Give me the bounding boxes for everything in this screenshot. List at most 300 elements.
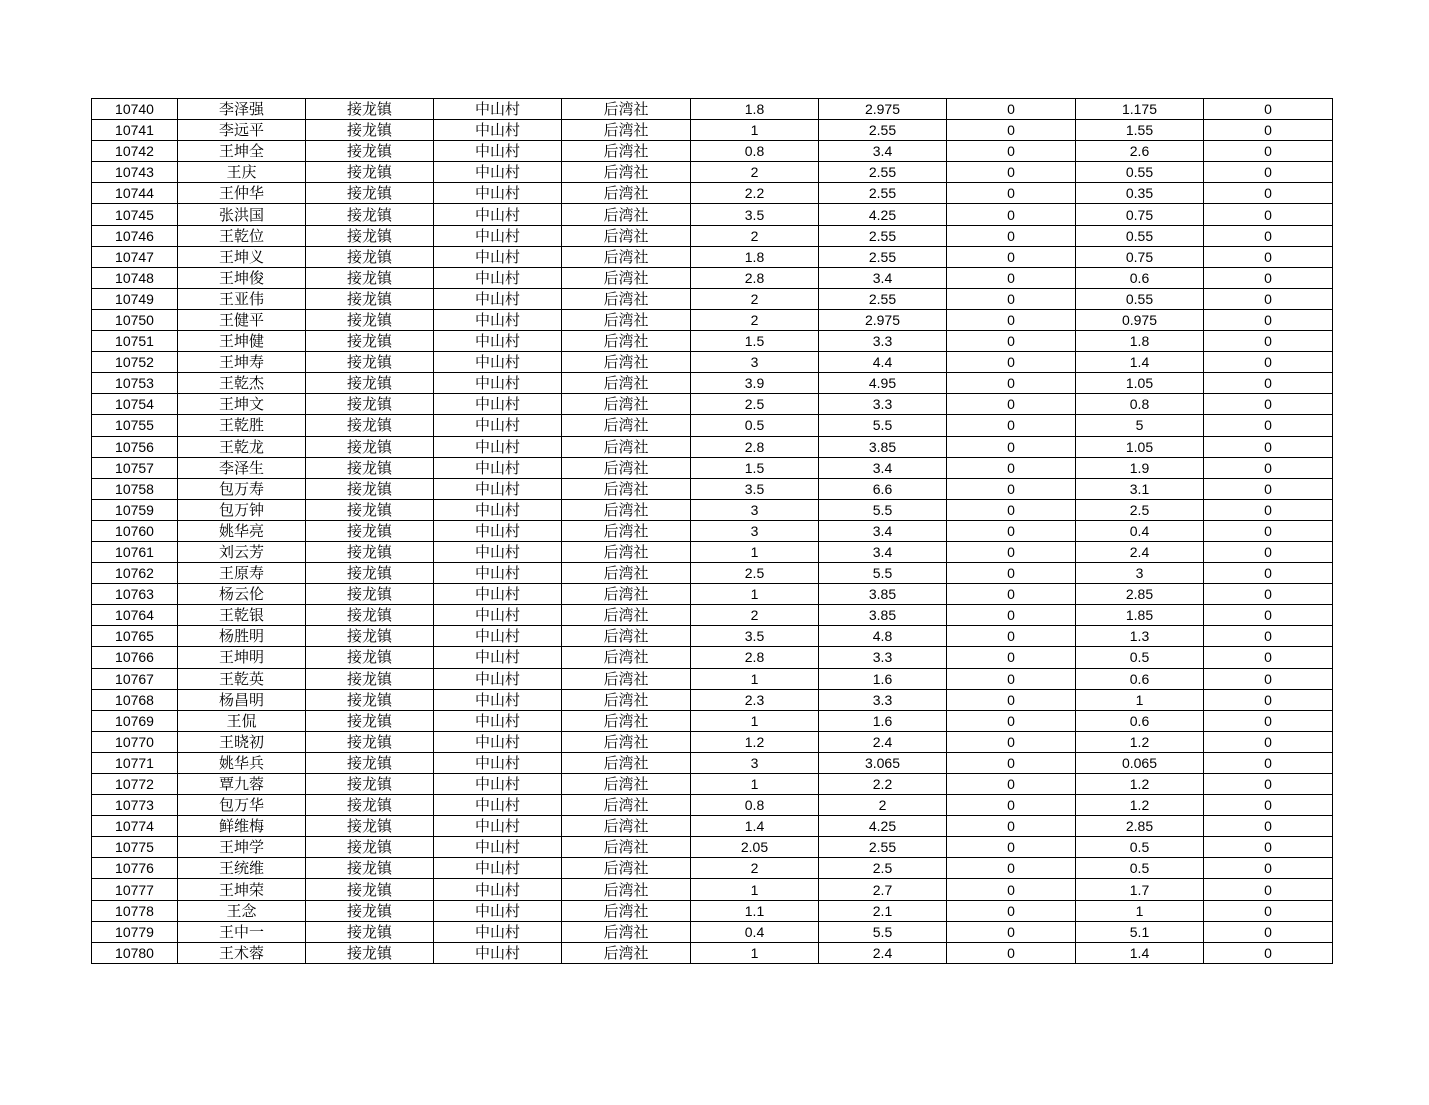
group-cell: 后湾社 xyxy=(562,288,691,309)
value-a-cell: 2.5 xyxy=(691,394,819,415)
value-b-cell: 4.8 xyxy=(819,626,947,647)
village-cell: 中山村 xyxy=(434,563,562,584)
town-cell: 接龙镇 xyxy=(306,204,434,225)
table-row xyxy=(92,689,1333,710)
group-cell: 后湾社 xyxy=(562,99,691,120)
table-row xyxy=(92,752,1333,773)
table-row xyxy=(92,436,1333,457)
value-e-cell: 0 xyxy=(1204,710,1333,731)
value-e-cell: 0 xyxy=(1204,267,1333,288)
value-a-cell: 3 xyxy=(691,752,819,773)
value-c-cell: 0 xyxy=(947,647,1076,668)
town-cell: 接龙镇 xyxy=(306,774,434,795)
value-b-cell: 2.55 xyxy=(819,288,947,309)
id-cell: 10771 xyxy=(92,752,178,773)
village-cell: 中山村 xyxy=(434,520,562,541)
value-c-cell: 0 xyxy=(947,584,1076,605)
group-cell: 后湾社 xyxy=(562,710,691,731)
value-d-cell: 1.4 xyxy=(1076,352,1204,373)
table-row xyxy=(92,120,1333,141)
table-row xyxy=(92,415,1333,436)
group-cell: 后湾社 xyxy=(562,647,691,668)
town-cell: 接龙镇 xyxy=(306,120,434,141)
table-row xyxy=(92,246,1333,267)
id-cell: 10740 xyxy=(92,99,178,120)
table-row xyxy=(92,584,1333,605)
value-c-cell: 0 xyxy=(947,668,1076,689)
table-row xyxy=(92,204,1333,225)
id-cell: 10766 xyxy=(92,647,178,668)
table-row xyxy=(92,942,1333,963)
value-a-cell: 1 xyxy=(691,710,819,731)
value-d-cell: 2.85 xyxy=(1076,584,1204,605)
value-c-cell: 0 xyxy=(947,605,1076,626)
village-cell: 中山村 xyxy=(434,267,562,288)
id-cell: 10747 xyxy=(92,246,178,267)
name-cell: 王乾胜 xyxy=(178,415,306,436)
id-cell: 10742 xyxy=(92,141,178,162)
value-a-cell: 0.8 xyxy=(691,795,819,816)
value-a-cell: 3.5 xyxy=(691,626,819,647)
value-a-cell: 3 xyxy=(691,352,819,373)
village-cell: 中山村 xyxy=(434,837,562,858)
value-d-cell: 1.3 xyxy=(1076,626,1204,647)
value-b-cell: 3.4 xyxy=(819,457,947,478)
value-e-cell: 0 xyxy=(1204,246,1333,267)
value-c-cell: 0 xyxy=(947,331,1076,352)
value-d-cell: 1.4 xyxy=(1076,942,1204,963)
village-cell: 中山村 xyxy=(434,120,562,141)
group-cell: 后湾社 xyxy=(562,436,691,457)
group-cell: 后湾社 xyxy=(562,141,691,162)
town-cell: 接龙镇 xyxy=(306,499,434,520)
value-b-cell: 2.55 xyxy=(819,837,947,858)
value-d-cell: 0.55 xyxy=(1076,225,1204,246)
name-cell: 杨昌明 xyxy=(178,689,306,710)
name-cell: 王坤明 xyxy=(178,647,306,668)
name-cell: 王中一 xyxy=(178,921,306,942)
name-cell: 包万寿 xyxy=(178,478,306,499)
id-cell: 10765 xyxy=(92,626,178,647)
value-d-cell: 5 xyxy=(1076,415,1204,436)
name-cell: 王乾位 xyxy=(178,225,306,246)
value-e-cell: 0 xyxy=(1204,478,1333,499)
group-cell: 后湾社 xyxy=(562,774,691,795)
village-cell: 中山村 xyxy=(434,352,562,373)
value-d-cell: 0.55 xyxy=(1076,162,1204,183)
town-cell: 接龙镇 xyxy=(306,394,434,415)
group-cell: 后湾社 xyxy=(562,267,691,288)
value-c-cell: 0 xyxy=(947,520,1076,541)
id-cell: 10752 xyxy=(92,352,178,373)
value-b-cell: 4.95 xyxy=(819,373,947,394)
village-cell: 中山村 xyxy=(434,373,562,394)
value-a-cell: 1 xyxy=(691,879,819,900)
town-cell: 接龙镇 xyxy=(306,563,434,584)
name-cell: 包万钟 xyxy=(178,499,306,520)
value-c-cell: 0 xyxy=(947,626,1076,647)
table-row xyxy=(92,331,1333,352)
value-b-cell: 2.55 xyxy=(819,183,947,204)
group-cell: 后湾社 xyxy=(562,225,691,246)
town-cell: 接龙镇 xyxy=(306,331,434,352)
table-body xyxy=(92,99,1333,964)
id-cell: 10745 xyxy=(92,204,178,225)
value-c-cell: 0 xyxy=(947,352,1076,373)
id-cell: 10778 xyxy=(92,900,178,921)
value-e-cell: 0 xyxy=(1204,795,1333,816)
table-row xyxy=(92,394,1333,415)
town-cell: 接龙镇 xyxy=(306,879,434,900)
value-a-cell: 1 xyxy=(691,668,819,689)
value-b-cell: 2.55 xyxy=(819,225,947,246)
value-b-cell: 4.25 xyxy=(819,204,947,225)
value-c-cell: 0 xyxy=(947,162,1076,183)
id-cell: 10777 xyxy=(92,879,178,900)
name-cell: 王乾杰 xyxy=(178,373,306,394)
table-row xyxy=(92,795,1333,816)
value-a-cell: 0.4 xyxy=(691,921,819,942)
value-e-cell: 0 xyxy=(1204,204,1333,225)
table-row xyxy=(92,309,1333,330)
value-c-cell: 0 xyxy=(947,415,1076,436)
id-cell: 10756 xyxy=(92,436,178,457)
value-c-cell: 0 xyxy=(947,879,1076,900)
group-cell: 后湾社 xyxy=(562,478,691,499)
town-cell: 接龙镇 xyxy=(306,942,434,963)
value-c-cell: 0 xyxy=(947,942,1076,963)
table-row xyxy=(92,162,1333,183)
value-d-cell: 0.6 xyxy=(1076,267,1204,288)
value-c-cell: 0 xyxy=(947,478,1076,499)
name-cell: 王坤文 xyxy=(178,394,306,415)
value-b-cell: 2.55 xyxy=(819,120,947,141)
value-c-cell: 0 xyxy=(947,457,1076,478)
village-cell: 中山村 xyxy=(434,605,562,626)
village-cell: 中山村 xyxy=(434,584,562,605)
town-cell: 接龙镇 xyxy=(306,415,434,436)
village-cell: 中山村 xyxy=(434,900,562,921)
town-cell: 接龙镇 xyxy=(306,162,434,183)
town-cell: 接龙镇 xyxy=(306,309,434,330)
value-b-cell: 3.85 xyxy=(819,605,947,626)
name-cell: 鲜维梅 xyxy=(178,816,306,837)
id-cell: 10764 xyxy=(92,605,178,626)
value-b-cell: 2.55 xyxy=(819,162,947,183)
value-c-cell: 0 xyxy=(947,689,1076,710)
value-a-cell: 3.5 xyxy=(691,204,819,225)
id-cell: 10758 xyxy=(92,478,178,499)
value-b-cell: 3.4 xyxy=(819,541,947,562)
value-c-cell: 0 xyxy=(947,246,1076,267)
village-cell: 中山村 xyxy=(434,921,562,942)
value-c-cell: 0 xyxy=(947,900,1076,921)
value-d-cell: 1.2 xyxy=(1076,731,1204,752)
town-cell: 接龙镇 xyxy=(306,710,434,731)
name-cell: 王坤全 xyxy=(178,141,306,162)
table-row xyxy=(92,710,1333,731)
town-cell: 接龙镇 xyxy=(306,921,434,942)
value-e-cell: 0 xyxy=(1204,457,1333,478)
value-b-cell: 2.5 xyxy=(819,858,947,879)
value-b-cell: 2.1 xyxy=(819,900,947,921)
name-cell: 王亚伟 xyxy=(178,288,306,309)
name-cell: 王晓初 xyxy=(178,731,306,752)
town-cell: 接龙镇 xyxy=(306,668,434,689)
value-e-cell: 0 xyxy=(1204,120,1333,141)
village-cell: 中山村 xyxy=(434,99,562,120)
data-table xyxy=(91,98,1333,964)
village-cell: 中山村 xyxy=(434,309,562,330)
id-cell: 10748 xyxy=(92,267,178,288)
value-e-cell: 0 xyxy=(1204,731,1333,752)
value-e-cell: 0 xyxy=(1204,352,1333,373)
town-cell: 接龙镇 xyxy=(306,183,434,204)
value-a-cell: 3 xyxy=(691,499,819,520)
value-e-cell: 0 xyxy=(1204,415,1333,436)
value-e-cell: 0 xyxy=(1204,162,1333,183)
table-row xyxy=(92,668,1333,689)
group-cell: 后湾社 xyxy=(562,795,691,816)
value-a-cell: 2 xyxy=(691,288,819,309)
name-cell: 王原寿 xyxy=(178,563,306,584)
value-e-cell: 0 xyxy=(1204,499,1333,520)
id-cell: 10749 xyxy=(92,288,178,309)
town-cell: 接龙镇 xyxy=(306,99,434,120)
village-cell: 中山村 xyxy=(434,457,562,478)
value-b-cell: 3.3 xyxy=(819,689,947,710)
town-cell: 接龙镇 xyxy=(306,584,434,605)
group-cell: 后湾社 xyxy=(562,394,691,415)
village-cell: 中山村 xyxy=(434,668,562,689)
value-a-cell: 2.2 xyxy=(691,183,819,204)
value-d-cell: 2.4 xyxy=(1076,541,1204,562)
value-a-cell: 2 xyxy=(691,605,819,626)
id-cell: 10772 xyxy=(92,774,178,795)
value-c-cell: 0 xyxy=(947,837,1076,858)
value-b-cell: 2.975 xyxy=(819,99,947,120)
village-cell: 中山村 xyxy=(434,162,562,183)
value-d-cell: 1.05 xyxy=(1076,436,1204,457)
value-b-cell: 4.25 xyxy=(819,816,947,837)
value-a-cell: 2 xyxy=(691,309,819,330)
value-e-cell: 0 xyxy=(1204,921,1333,942)
group-cell: 后湾社 xyxy=(562,457,691,478)
name-cell: 王乾英 xyxy=(178,668,306,689)
group-cell: 后湾社 xyxy=(562,541,691,562)
value-d-cell: 0.55 xyxy=(1076,288,1204,309)
village-cell: 中山村 xyxy=(434,394,562,415)
value-d-cell: 0.6 xyxy=(1076,710,1204,731)
village-cell: 中山村 xyxy=(434,246,562,267)
value-b-cell: 5.5 xyxy=(819,563,947,584)
group-cell: 后湾社 xyxy=(562,689,691,710)
village-cell: 中山村 xyxy=(434,141,562,162)
value-e-cell: 0 xyxy=(1204,752,1333,773)
id-cell: 10759 xyxy=(92,499,178,520)
village-cell: 中山村 xyxy=(434,731,562,752)
value-b-cell: 3.85 xyxy=(819,436,947,457)
town-cell: 接龙镇 xyxy=(306,689,434,710)
value-c-cell: 0 xyxy=(947,774,1076,795)
value-a-cell: 2.3 xyxy=(691,689,819,710)
group-cell: 后湾社 xyxy=(562,162,691,183)
value-d-cell: 1.8 xyxy=(1076,331,1204,352)
value-a-cell: 1 xyxy=(691,120,819,141)
value-a-cell: 1.8 xyxy=(691,99,819,120)
value-d-cell: 5.1 xyxy=(1076,921,1204,942)
value-d-cell: 0.5 xyxy=(1076,837,1204,858)
value-d-cell: 2.6 xyxy=(1076,141,1204,162)
value-e-cell: 0 xyxy=(1204,394,1333,415)
value-d-cell: 1.2 xyxy=(1076,774,1204,795)
table-row xyxy=(92,141,1333,162)
table-row xyxy=(92,225,1333,246)
value-e-cell: 0 xyxy=(1204,584,1333,605)
town-cell: 接龙镇 xyxy=(306,837,434,858)
value-e-cell: 0 xyxy=(1204,183,1333,204)
id-cell: 10755 xyxy=(92,415,178,436)
value-c-cell: 0 xyxy=(947,120,1076,141)
value-d-cell: 1.175 xyxy=(1076,99,1204,120)
name-cell: 姚华亮 xyxy=(178,520,306,541)
town-cell: 接龙镇 xyxy=(306,795,434,816)
town-cell: 接龙镇 xyxy=(306,267,434,288)
value-a-cell: 2.8 xyxy=(691,436,819,457)
value-c-cell: 0 xyxy=(947,436,1076,457)
village-cell: 中山村 xyxy=(434,795,562,816)
group-cell: 后湾社 xyxy=(562,731,691,752)
table-row xyxy=(92,541,1333,562)
value-d-cell: 1 xyxy=(1076,900,1204,921)
town-cell: 接龙镇 xyxy=(306,858,434,879)
value-c-cell: 0 xyxy=(947,141,1076,162)
id-cell: 10750 xyxy=(92,309,178,330)
value-c-cell: 0 xyxy=(947,710,1076,731)
table-row xyxy=(92,879,1333,900)
village-cell: 中山村 xyxy=(434,774,562,795)
id-cell: 10763 xyxy=(92,584,178,605)
value-e-cell: 0 xyxy=(1204,689,1333,710)
group-cell: 后湾社 xyxy=(562,331,691,352)
table-row xyxy=(92,352,1333,373)
value-d-cell: 1.2 xyxy=(1076,795,1204,816)
table-row xyxy=(92,288,1333,309)
group-cell: 后湾社 xyxy=(562,499,691,520)
name-cell: 李远平 xyxy=(178,120,306,141)
id-cell: 10769 xyxy=(92,710,178,731)
group-cell: 后湾社 xyxy=(562,246,691,267)
id-cell: 10767 xyxy=(92,668,178,689)
value-c-cell: 0 xyxy=(947,541,1076,562)
group-cell: 后湾社 xyxy=(562,879,691,900)
id-cell: 10746 xyxy=(92,225,178,246)
value-b-cell: 5.5 xyxy=(819,415,947,436)
village-cell: 中山村 xyxy=(434,415,562,436)
town-cell: 接龙镇 xyxy=(306,288,434,309)
name-cell: 王坤寿 xyxy=(178,352,306,373)
name-cell: 王庆 xyxy=(178,162,306,183)
value-b-cell: 2.55 xyxy=(819,246,947,267)
value-d-cell: 1.7 xyxy=(1076,879,1204,900)
value-a-cell: 1 xyxy=(691,774,819,795)
table-row xyxy=(92,99,1333,120)
value-d-cell: 3 xyxy=(1076,563,1204,584)
town-cell: 接龙镇 xyxy=(306,900,434,921)
value-c-cell: 0 xyxy=(947,309,1076,330)
value-c-cell: 0 xyxy=(947,183,1076,204)
value-c-cell: 0 xyxy=(947,204,1076,225)
group-cell: 后湾社 xyxy=(562,183,691,204)
value-e-cell: 0 xyxy=(1204,942,1333,963)
value-b-cell: 4.4 xyxy=(819,352,947,373)
name-cell: 覃九蓉 xyxy=(178,774,306,795)
value-e-cell: 0 xyxy=(1204,541,1333,562)
id-cell: 10774 xyxy=(92,816,178,837)
value-b-cell: 2 xyxy=(819,795,947,816)
table-row xyxy=(92,520,1333,541)
name-cell: 王坤俊 xyxy=(178,267,306,288)
value-c-cell: 0 xyxy=(947,499,1076,520)
table-row xyxy=(92,457,1333,478)
id-cell: 10744 xyxy=(92,183,178,204)
table-row xyxy=(92,731,1333,752)
value-a-cell: 1.2 xyxy=(691,731,819,752)
group-cell: 后湾社 xyxy=(562,858,691,879)
group-cell: 后湾社 xyxy=(562,352,691,373)
id-cell: 10754 xyxy=(92,394,178,415)
village-cell: 中山村 xyxy=(434,626,562,647)
value-e-cell: 0 xyxy=(1204,668,1333,689)
group-cell: 后湾社 xyxy=(562,921,691,942)
village-cell: 中山村 xyxy=(434,710,562,731)
value-c-cell: 0 xyxy=(947,752,1076,773)
value-d-cell: 1 xyxy=(1076,689,1204,710)
table-row xyxy=(92,858,1333,879)
value-c-cell: 0 xyxy=(947,99,1076,120)
village-cell: 中山村 xyxy=(434,499,562,520)
table-row xyxy=(92,647,1333,668)
name-cell: 张洪国 xyxy=(178,204,306,225)
value-c-cell: 0 xyxy=(947,858,1076,879)
name-cell: 王念 xyxy=(178,900,306,921)
value-a-cell: 0.8 xyxy=(691,141,819,162)
value-b-cell: 3.3 xyxy=(819,394,947,415)
id-cell: 10773 xyxy=(92,795,178,816)
value-c-cell: 0 xyxy=(947,225,1076,246)
town-cell: 接龙镇 xyxy=(306,141,434,162)
town-cell: 接龙镇 xyxy=(306,478,434,499)
name-cell: 王侃 xyxy=(178,710,306,731)
town-cell: 接龙镇 xyxy=(306,373,434,394)
village-cell: 中山村 xyxy=(434,288,562,309)
value-c-cell: 0 xyxy=(947,921,1076,942)
value-d-cell: 1.9 xyxy=(1076,457,1204,478)
name-cell: 王坤义 xyxy=(178,246,306,267)
value-a-cell: 2.8 xyxy=(691,647,819,668)
value-d-cell: 0.35 xyxy=(1076,183,1204,204)
table-row xyxy=(92,921,1333,942)
value-a-cell: 2.05 xyxy=(691,837,819,858)
town-cell: 接龙镇 xyxy=(306,605,434,626)
name-cell: 包万华 xyxy=(178,795,306,816)
table-row xyxy=(92,816,1333,837)
value-c-cell: 0 xyxy=(947,816,1076,837)
value-e-cell: 0 xyxy=(1204,373,1333,394)
id-cell: 10753 xyxy=(92,373,178,394)
name-cell: 姚华兵 xyxy=(178,752,306,773)
town-cell: 接龙镇 xyxy=(306,436,434,457)
